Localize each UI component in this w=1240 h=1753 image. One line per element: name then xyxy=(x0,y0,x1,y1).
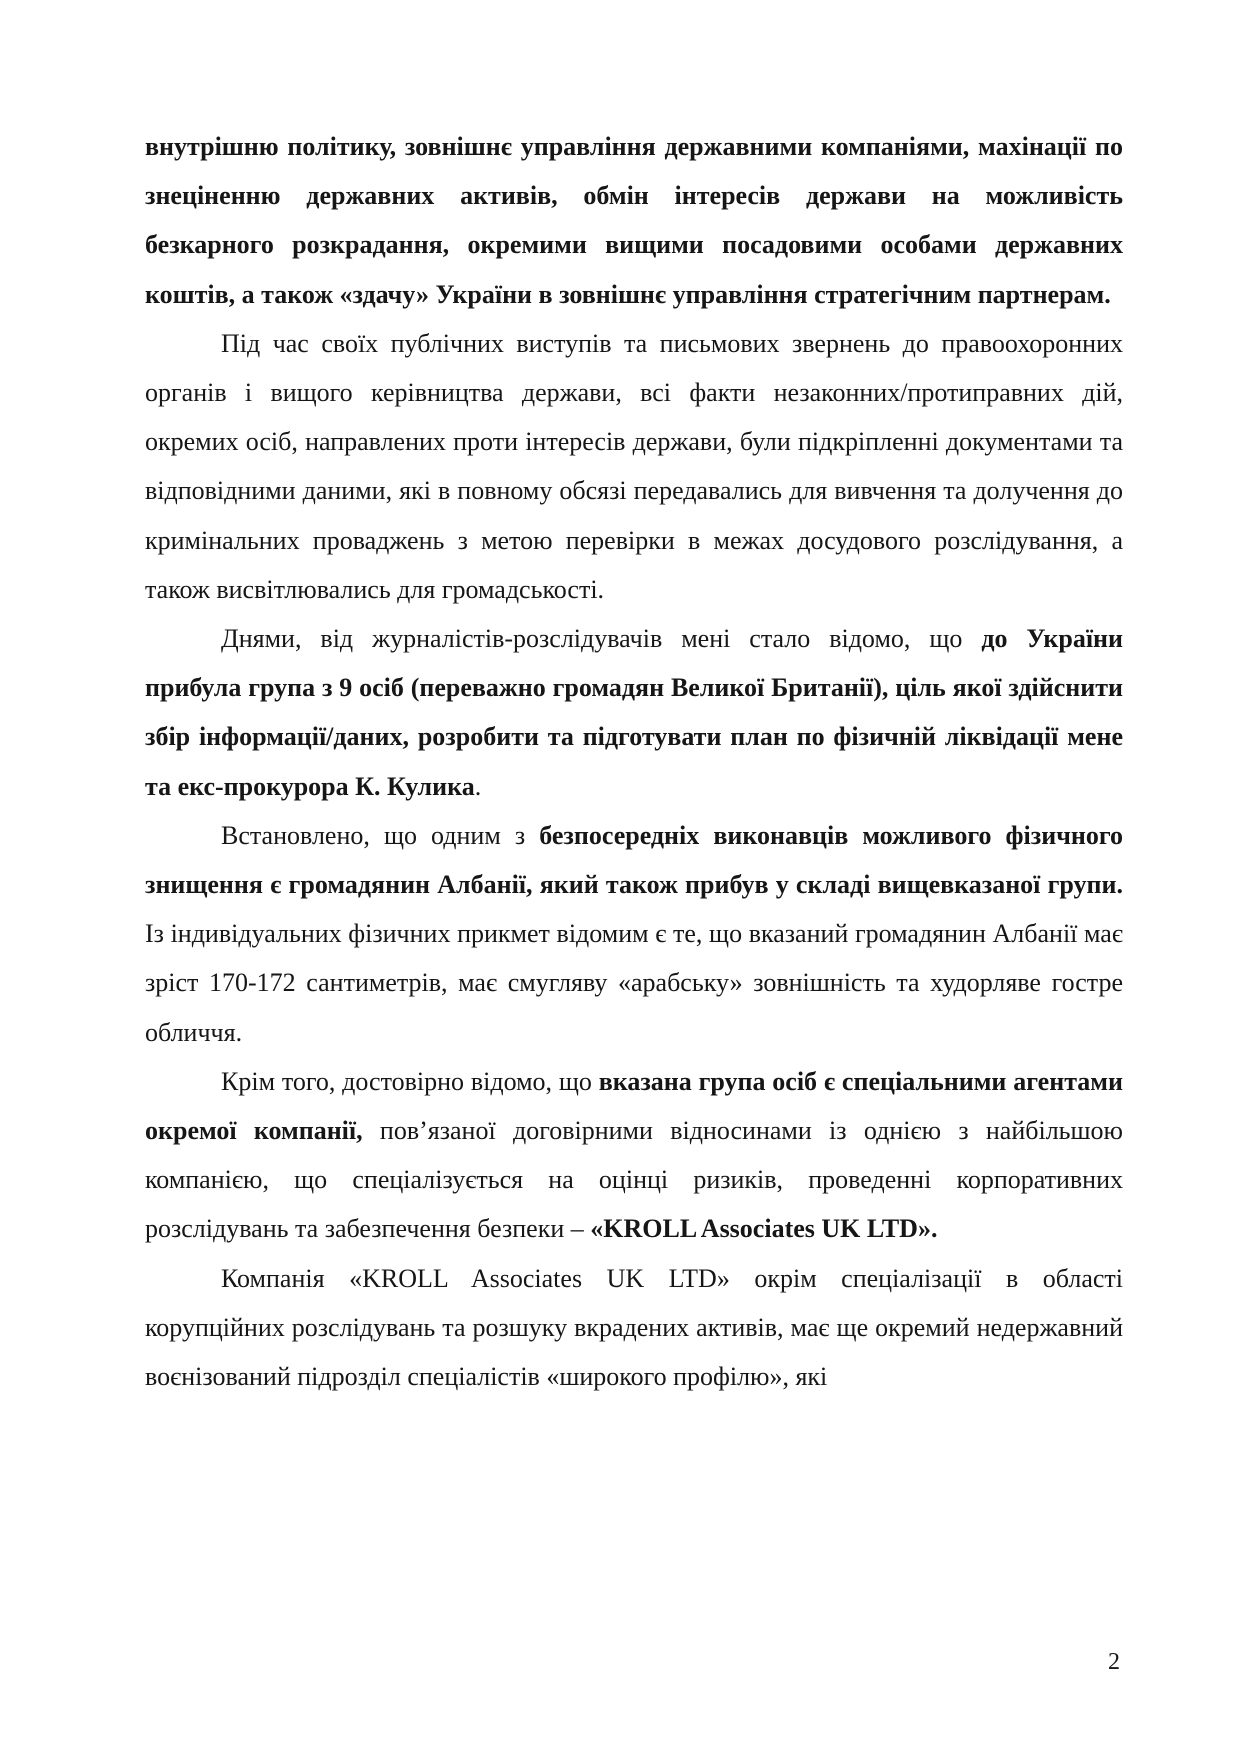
document-body xyxy=(145,122,1123,1401)
paragraph-2 xyxy=(145,319,1123,614)
paragraph-3-text-b: . xyxy=(474,771,482,801)
paragraph-4 xyxy=(145,811,1123,1057)
paragraph-5-text-b: пов’язаної договірними відносинами із однією з найбільшою компанією, що спеціалізується на оцінці ризиків, проведенні корпоративних розслідувань та забезпечення безпеки – xyxy=(145,1116,1123,1244)
paragraph-5 xyxy=(145,1057,1123,1254)
paragraph-3-bold: до України прибула група з 9 осіб (переважно громадян Великої Британії), ціль якої здійснити збір інформації/даних, розробити та підготувати план по фізичній ліквідації мене та екс-прокурора К. Кулика xyxy=(145,624,1124,801)
paragraph-6 xyxy=(145,1254,1123,1402)
paragraph-1 xyxy=(145,122,1123,319)
page-number: 2 xyxy=(1108,1649,1120,1675)
paragraph-4-text-b: Із індивідуальних фізичних прикмет відомим є те, що вказаний громадянин Албанії має зріст 170-172 сантиметрів, має смугляву «арабську» зовнішність та худорляве гостре обличчя. xyxy=(145,919,1123,1047)
paragraph-6-text: Компанія «KROLL Associates UK LTD» окрім спеціалізації в області корупційних розслідувань та розшуку вкрадених активів, має ще окремий недержавний воєнізований підрозділ спеціалістів «широкого профілю», які xyxy=(145,1263,1123,1392)
paragraph-3 xyxy=(145,614,1123,811)
paragraph-4-text-a: Встановлено, що одним з xyxy=(221,820,540,850)
paragraph-5-bold-b: «KROLL Associates UK LTD». xyxy=(590,1214,938,1244)
paragraph-2-text: Під час своїх публічних виступів та письмових звернень до правоохоронних органів і вищого керівництва держави, всі факти незаконних/протиправних дій, окремих осіб, направлених проти інтересів держави, були підкріпленні документами та відповідними даними, які в повному обсязі передавались для вивчення та долучення до кримінальних проваджень з метою перевірки в межах досудового розслідування, а також висвітлювались для громадськості. xyxy=(145,328,1123,604)
paragraph-5-text-a: Крім того, достовірно відомо, що xyxy=(221,1066,599,1096)
paragraph-4-bold: безпосередніх виконавців можливого фізичного знищення є громадянин Албанії, який також прибув у складі вищевказаної групи. xyxy=(145,820,1123,900)
paragraph-1-text: внутрішню політику, зовнішнє управління державними компаніями, махінації по знеціненню державних активів, обмін інтересів держави на можливість безкарного розкрадання, окремими вищими посадовими особами державних коштів, а також «здачу» України в зовнішнє управління стратегічним партнерам. xyxy=(145,132,1123,309)
paragraph-3-text-a: Днями, від журналістів-розслідувачів мені стало відомо, що xyxy=(221,624,982,654)
paragraph-5-bold-a: вказана група осіб є спеціальними агентами окремої компанії, xyxy=(145,1066,1123,1146)
